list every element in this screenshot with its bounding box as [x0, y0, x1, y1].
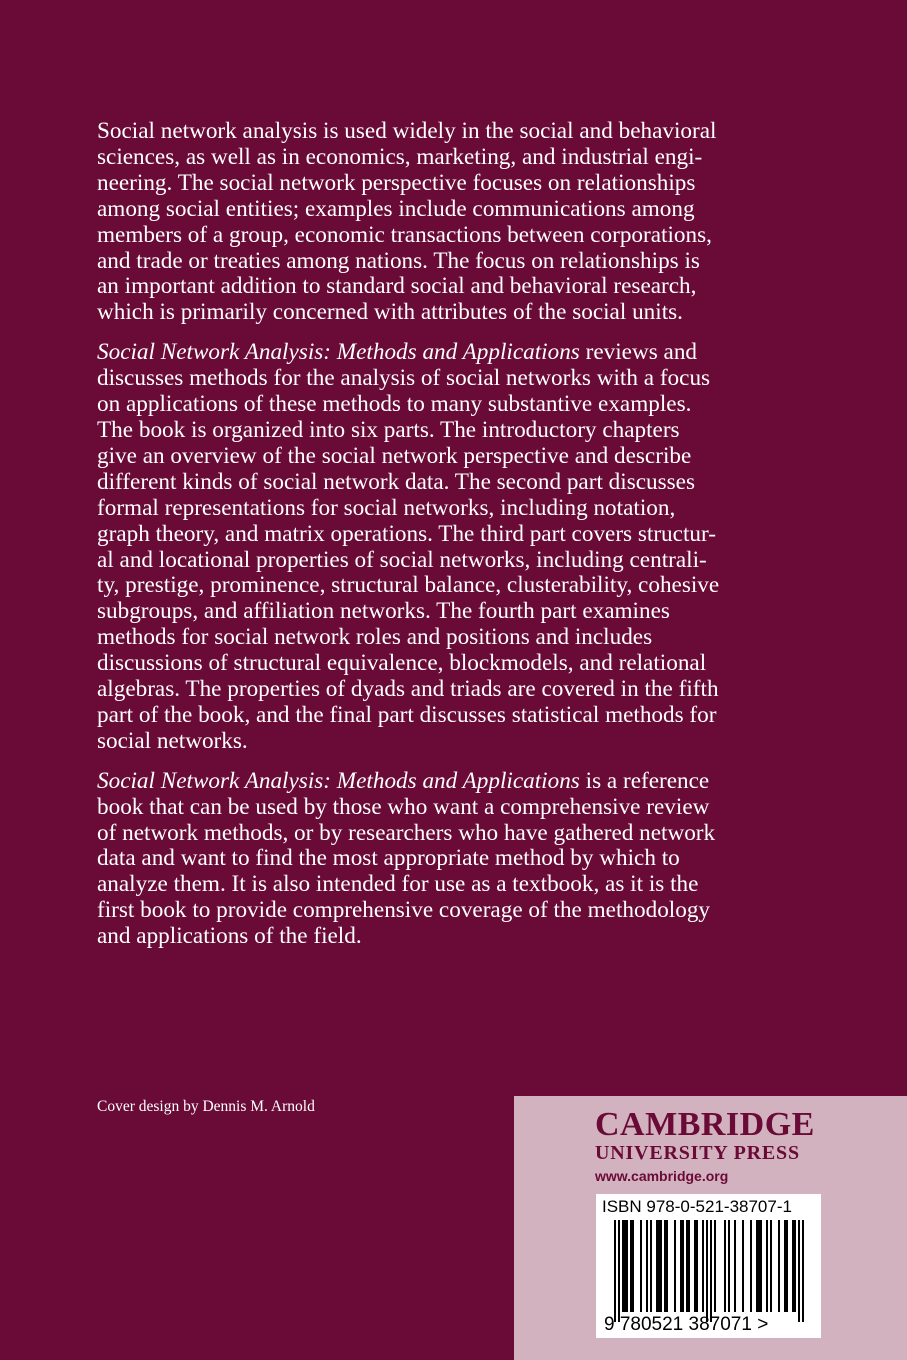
blurb-line: of network methods, or by researchers who have gathered network [97, 819, 716, 846]
barcode-bar [758, 1220, 760, 1312]
blurb-line: ty, prestige, prominence, structural balance, clusterability, cohesive [97, 572, 720, 599]
blurb-line: discusses methods for the analysis of social networks with a focus [97, 365, 711, 392]
barcode-bar [630, 1220, 632, 1312]
blurb-line: subgroups, and affiliation networks. The fourth part examines [97, 598, 670, 625]
blurb-line: sciences, as well as in economics, marketing, and industrial engi- [97, 143, 703, 170]
blurb-line: first book to provide comprehensive coverage of the methodology [97, 897, 711, 924]
barcode-bar [658, 1220, 660, 1312]
blurb-line: and applications of the field. [97, 923, 362, 950]
barcode-bar [682, 1220, 684, 1312]
blurb-line: give an overview of the social network perspective and describe [97, 442, 692, 469]
barcode-bar [798, 1220, 800, 1322]
barcode-bar [694, 1220, 696, 1312]
barcode-bar [632, 1220, 634, 1312]
barcode-bar [656, 1220, 658, 1312]
publisher-name: CAMBRIDGE [595, 1106, 815, 1143]
book-title-italic: Social Network Analysis: Methods and Applications [97, 339, 580, 366]
cover-design-credit: Cover design by Dennis M. Arnold [97, 1098, 315, 1115]
blurb-line: analyze them. It is also intended for use as a textbook, as it is the [97, 871, 699, 898]
blurb-line: methods for social network roles and positions and includes [97, 624, 653, 651]
barcode-bar [750, 1220, 752, 1312]
blurb-line: algebras. The properties of dyads and triads are covered in the fifth [97, 676, 719, 703]
barcode-bar [756, 1220, 758, 1312]
barcode-bar [714, 1220, 716, 1312]
blurb-line: discussions of structural equivalence, blockmodels, and relational [97, 650, 707, 677]
blurb-line-rest: reviews and [579, 339, 698, 366]
blurb-paragraph-1 [97, 119, 817, 326]
barcode-bar [626, 1220, 628, 1312]
blurb-line: formal representations for social networks, including notation, [97, 494, 676, 521]
isbn-label: ISBN 978-0-521-38707-1 [602, 1197, 792, 1216]
blurb-line: data and want to find the most appropriate method by which to [97, 845, 680, 872]
barcode-bar [710, 1220, 712, 1322]
barcode-bar [650, 1220, 652, 1312]
blurb-line: which is primarily concerned with attributes of the social units. [97, 299, 683, 326]
barcode-box [596, 1194, 821, 1338]
barcode-bar [792, 1220, 794, 1312]
blurb-line: social networks. [97, 727, 248, 754]
barcode-bar [784, 1220, 786, 1312]
blurb-line: book that can be used by those who want a comprehensive review [97, 793, 710, 820]
blurb-line: an important addition to standard social and behavioral research, [97, 273, 697, 300]
barcode-bar [624, 1220, 626, 1312]
barcode-bar [724, 1220, 726, 1312]
blurb-line: different kinds of social network data. The second part discusses [97, 468, 695, 495]
barcode-digits: 9 780521 387071 > [604, 1314, 769, 1335]
publisher-panel [514, 1096, 907, 1360]
book-title-italic: Social Network Analysis: Methods and Applications [97, 767, 580, 794]
barcode-bar [640, 1220, 642, 1312]
barcode-bar [622, 1220, 624, 1312]
barcode-bar [794, 1220, 796, 1312]
blurb-line [97, 340, 817, 366]
barcode-bar [688, 1220, 690, 1312]
barcode-bar [618, 1220, 620, 1322]
blurb-paragraph-2 [97, 340, 817, 755]
barcode-bar [686, 1220, 688, 1312]
barcode-bar [660, 1220, 662, 1312]
blurb-line: neering. The social network perspective focuses on relationships [97, 169, 696, 196]
blurb-line: al and locational properties of social networks, including centrali- [97, 546, 707, 573]
blurb-line: graph theory, and matrix operations. The third part covers structur- [97, 520, 716, 547]
blurb-line-rest: is a reference [579, 767, 710, 794]
publisher-subtitle: UNIVERSITY PRESS [595, 1142, 800, 1164]
barcode-bar [728, 1220, 730, 1312]
barcode-bar [742, 1220, 744, 1312]
blurb-line: members of a group, economic transactions between corporations, [97, 221, 712, 248]
barcode-bar [760, 1220, 762, 1312]
barcode-bar [666, 1220, 668, 1312]
barcode-bar [664, 1220, 666, 1312]
blurb-line [97, 769, 817, 795]
blurb-paragraph-3 [97, 769, 817, 950]
blurb-line: among social entities; examples include communications among [97, 195, 695, 222]
blurb-line: The book is organized into six parts. The introductory chapters [97, 416, 680, 443]
barcode-bar [614, 1220, 616, 1322]
barcode-bar [770, 1220, 772, 1312]
blurb-line: Social network analysis is used widely in the social and behavioral [97, 118, 717, 144]
barcode-bar [674, 1220, 676, 1312]
barcode-bar [706, 1220, 708, 1322]
barcode-bar [786, 1220, 788, 1312]
barcode-bar [734, 1220, 736, 1312]
barcode-bar [766, 1220, 768, 1312]
barcode-bar [778, 1220, 780, 1312]
barcode-bar [646, 1220, 648, 1312]
publisher-url: www.cambridge.org [595, 1168, 729, 1184]
blurb-line: and trade or treaties among nations. The focus on relationships is [97, 247, 700, 274]
cover-blurb [97, 119, 817, 964]
barcode-bar [696, 1220, 698, 1312]
barcode-bar [802, 1220, 804, 1322]
blurb-line: on applications of these methods to many substantive examples. [97, 391, 692, 418]
blurb-line: part of the book, and the final part discusses statistical methods for [97, 701, 717, 728]
barcode-bar [702, 1220, 704, 1312]
barcode-bar [680, 1220, 682, 1312]
